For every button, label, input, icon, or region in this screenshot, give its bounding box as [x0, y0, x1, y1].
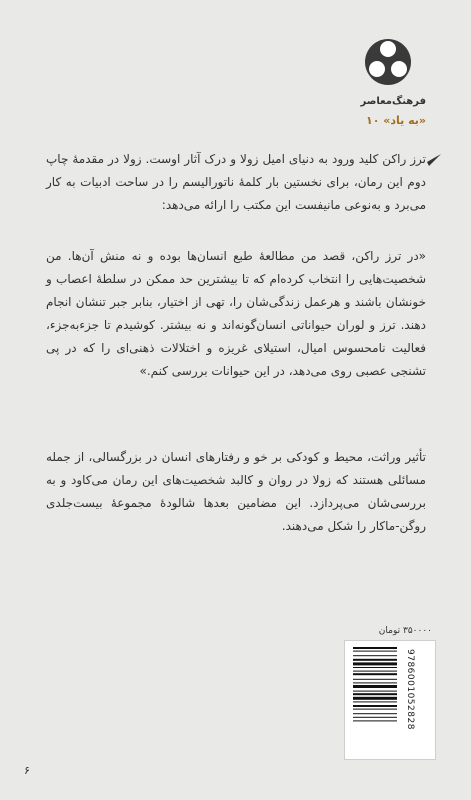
outro-paragraph: تأثیر وراثت، محیط و کودکی بر خو و رفتارهای انسان در بزرگسالی، از جمله مسائلی هستند که زولا در روان و کالبد شخصیت‌های این رمان می‌کاود و به بررسی‌شان می‌پردازد. این مضامین بعدها شالودهٔ مجموعهٔ بیست‌جلدی روگن-ماکار را شکل می‌دهند. — [46, 450, 426, 533]
publisher-logo-icon — [364, 38, 412, 86]
publisher-name: فرهنگ‌معاصر — [360, 96, 426, 107]
page-number: ۶ — [24, 764, 30, 777]
intro-paragraph: ترز راکن کلید ورود به دنیای امیل زولا و درک آثار اوست. زولا در مقدمهٔ چاپ دوم این رمان، برای نخستین بار کلمهٔ ناتورالیسم را در ساحت ادبیات به کار می‌برد و به‌نوعی مانیفست این مکتب را ارائه می‌دهد: — [46, 152, 426, 212]
barcode-sticker — [344, 640, 436, 760]
quill-icon — [426, 153, 442, 167]
barcode-icon — [353, 647, 397, 753]
quote-paragraph: «در ترز راکن، قصد من مطالعهٔ طبع انسان‌ها بوده و نه منش آن‌ها. من شخصیت‌هایی را انتخاب کرده‌ام که تا بیشترین حد ممکن در سلطهٔ اعصاب و خونشان باشند و هرعمل زندگی‌شان را، تهی از اختیار، بنابر جبر تنشان انجام دهند. ترز و لوران حیواناتی انسان‌گونه‌اند و نه بیشتر. کوشیدم تا جزءبه‌جزء، فعالیت نامحسوس امیال، استیلای غریزه و اختلالات ذهنی‌ای را که در پی تشنجی عصبی روی می‌دهد، در این حیوانات بررسی کنم.» — [46, 249, 426, 378]
isbn-number: 9786001052828 — [405, 649, 415, 730]
price-label: ۳۵۰۰۰۰ تومان — [378, 626, 432, 636]
series-label: «به یاد» ۱۰ — [365, 114, 426, 127]
